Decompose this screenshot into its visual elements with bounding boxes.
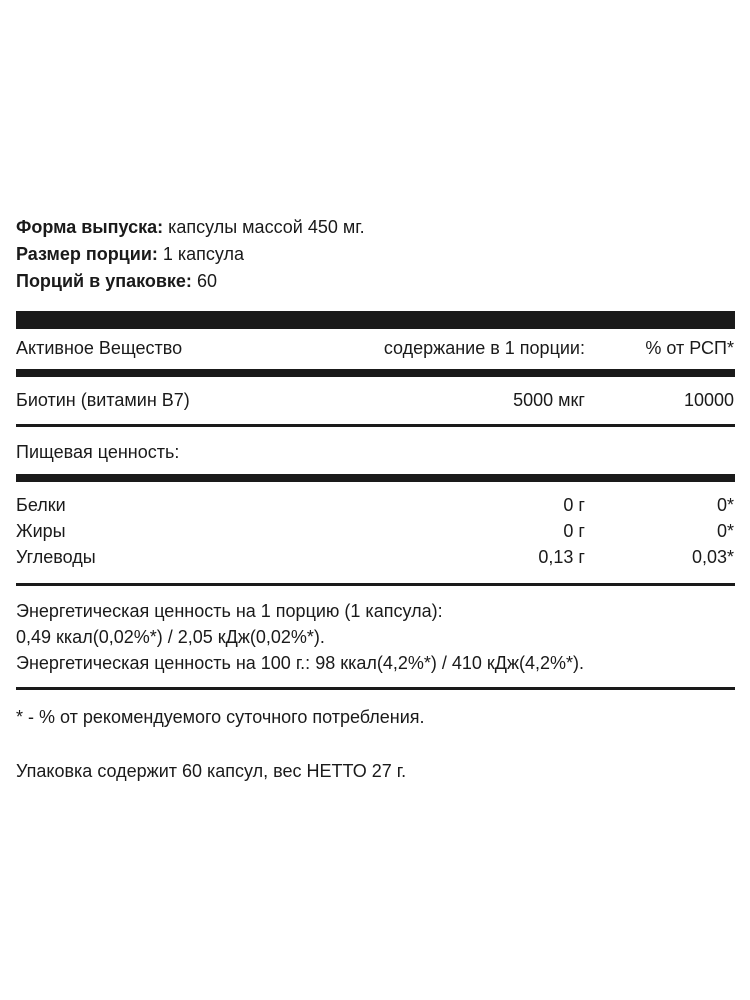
active-rsp: 10000 xyxy=(683,390,734,410)
serving-value: 1 капсула xyxy=(157,244,245,264)
energy-line-3: Энергетическая ценность на 100 г.: 98 ккал(4,2%*) / 410 кДж(4,2%*). xyxy=(16,653,585,673)
form-value: капсулы массой 450 мг. xyxy=(163,217,365,237)
nutrition-title: Пищевая ценность: xyxy=(16,442,180,462)
servings-label: Порций в упаковке: xyxy=(16,271,192,291)
nutrient-name-protein: Белки xyxy=(16,495,66,515)
nutrient-name-fat: Жиры xyxy=(16,521,66,541)
serving-line xyxy=(16,243,244,265)
header-divider xyxy=(16,369,735,377)
nutrient-amount-fat: 0 г xyxy=(563,521,585,541)
col-content-header: содержание в 1 порции: xyxy=(383,338,585,358)
form-label: Форма выпуска: xyxy=(16,217,164,237)
active-divider xyxy=(16,424,735,427)
col-rsp-header: % от РСП* xyxy=(645,338,734,358)
active-amount: 5000 мкг xyxy=(513,390,585,410)
nutrition-divider xyxy=(16,474,735,482)
nutrient-rsp-fat: 0* xyxy=(716,521,734,541)
col-substance-header: Активное Вещество xyxy=(16,338,183,358)
energy-line-2: 0,49 ккал(0,02%*) / 2,05 кДж(0,02%*). xyxy=(16,627,325,647)
serving-label: Размер порции: xyxy=(16,244,158,264)
nutrient-amount-protein: 0 г xyxy=(563,495,585,515)
table-top-bar xyxy=(16,311,735,329)
nutrients-divider xyxy=(16,583,735,586)
form-line xyxy=(16,216,365,238)
energy-divider xyxy=(16,687,735,690)
nutrient-name-carbs: Углеводы xyxy=(16,547,96,567)
energy-line-1: Энергетическая ценность на 1 порцию (1 капсула): xyxy=(16,601,443,621)
servings-line xyxy=(16,270,217,292)
nutrient-rsp-carbs: 0,03* xyxy=(691,547,734,567)
servings-value: 60 xyxy=(191,271,217,291)
nutrient-rsp-protein: 0* xyxy=(716,495,734,515)
package-note: Упаковка содержит 60 капсул, вес НЕТТО 27 г. xyxy=(16,761,407,781)
active-name: Биотин (витамин В7) xyxy=(16,390,190,410)
footnote: * - % от рекомендуемого суточного потребления. xyxy=(16,707,425,727)
nutrient-amount-carbs: 0,13 г xyxy=(538,547,585,567)
